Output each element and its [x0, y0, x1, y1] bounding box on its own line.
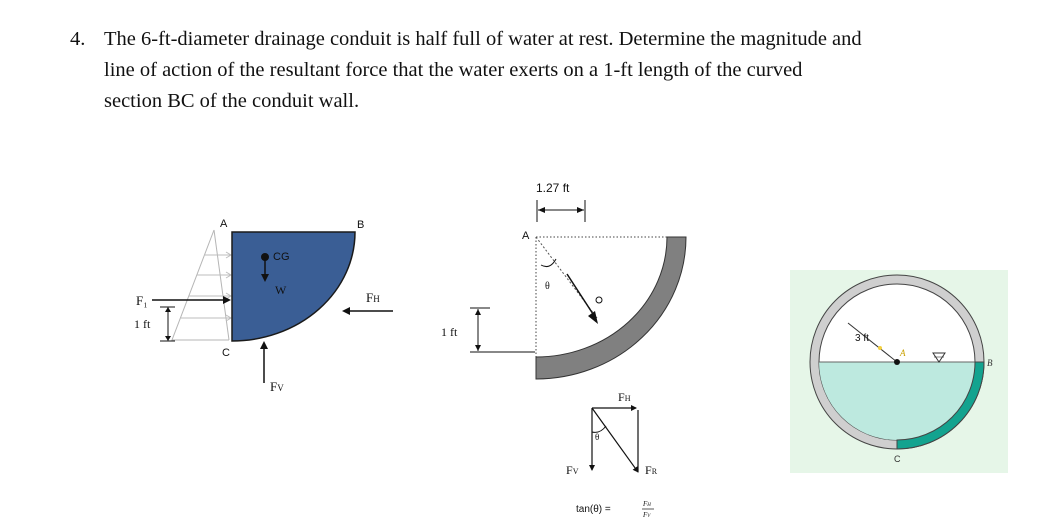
- fig1-dim-arrowhead-bottom: [165, 336, 171, 341]
- fig2-triangle-fr-label: FR: [645, 463, 658, 477]
- fig1-label-c: C: [222, 347, 230, 359]
- fig2-1ft-arrowhead-bottom: [475, 345, 481, 351]
- fig2-label-a: A: [522, 230, 530, 242]
- fig2-formula-denominator: FV: [643, 511, 651, 519]
- fig1-fh-label: FH: [366, 290, 380, 305]
- fig2-dim-arrowhead-left: [538, 207, 545, 213]
- fig1-fv-label: FV: [270, 379, 284, 394]
- fig3-label-a: A: [900, 348, 906, 358]
- fig1-dim-arrowhead-top: [165, 307, 171, 312]
- fig2-triangle-fh-label: FH: [618, 390, 631, 404]
- fig3-radius-label: 3 ft: [855, 333, 869, 344]
- fig3-label-b: B: [987, 358, 993, 368]
- fig3-label-c: C: [894, 454, 901, 464]
- fig2-fr-line: [567, 274, 593, 314]
- fig2-theta-label: θ: [545, 281, 550, 292]
- pressure-triangle-edge: [214, 230, 229, 340]
- fig2-formula-lhs: tan(θ) =: [576, 504, 611, 515]
- fig2-dim-label: 1.27 ft: [536, 181, 570, 195]
- pressure-triangle: [172, 230, 229, 340]
- f1-label: F₁: [136, 293, 148, 308]
- fig2-1ft-label: 1 ft: [441, 325, 458, 339]
- fig2-fr-arrowhead: [588, 311, 598, 324]
- fig2-1ft-arrowhead-top: [475, 309, 481, 315]
- figure-1-free-body: [134, 218, 393, 394]
- problem-line-2: line of action of the resultant force that the water exerts on a 1-ft length of the curved: [104, 59, 803, 81]
- w-label: W: [275, 283, 287, 297]
- figure-2-conduit-wall: [441, 181, 686, 519]
- cg-label: CG: [273, 251, 290, 263]
- fig3-yellow-dot: [878, 346, 882, 350]
- figure-3-conduit-cross-section: [790, 270, 1008, 473]
- fig1-label-a: A: [220, 218, 228, 230]
- fig1-label-b: B: [357, 219, 365, 231]
- fig2-dim-arrowhead-right: [577, 207, 584, 213]
- pressure-arrows: [181, 252, 231, 321]
- fig1-1ft-label: 1 ft: [134, 317, 151, 331]
- fig2-curved-wall: [536, 237, 686, 379]
- fig2-triangle-theta: θ: [595, 432, 600, 442]
- problem-number: 4.: [70, 28, 86, 50]
- problem-line-3: section BC of the conduit wall.: [104, 90, 360, 112]
- fig3-center-dot: [894, 359, 900, 365]
- fig2-formula-numerator: FH: [643, 500, 651, 508]
- problem-line-1: The 6-ft-diameter drainage conduit is half full of water at rest. Determine the magnitude and: [104, 28, 862, 50]
- fig2-triangle-fv-label: FV: [566, 463, 579, 477]
- water-quarter-section: [232, 232, 355, 341]
